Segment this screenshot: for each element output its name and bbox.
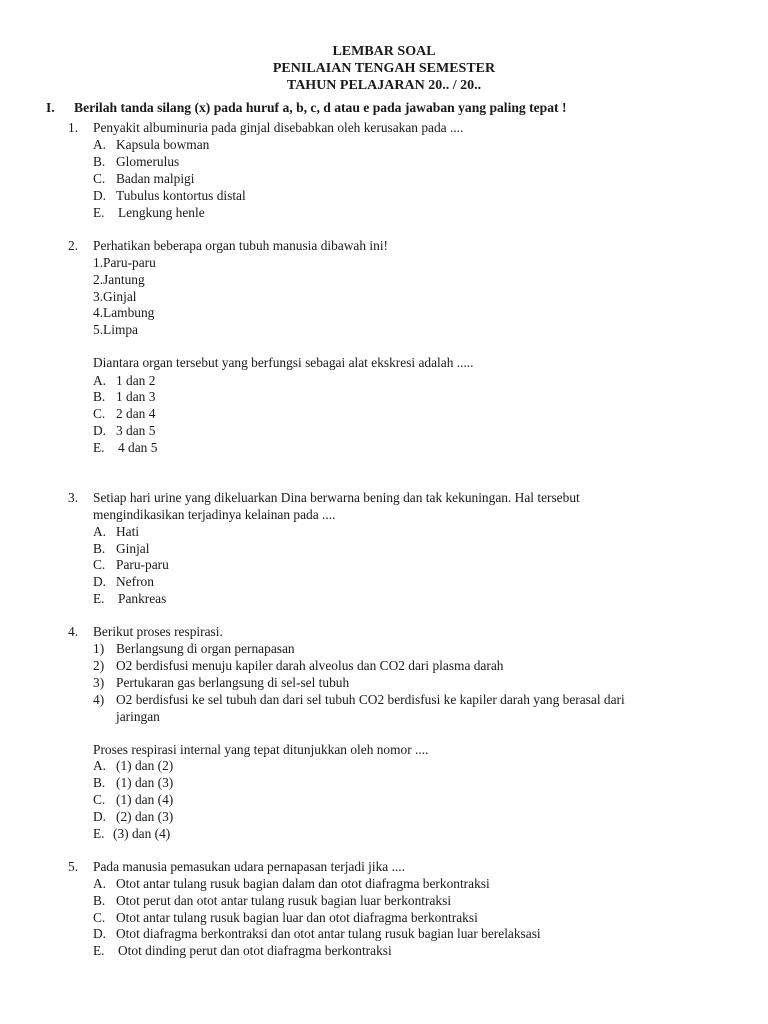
question-number: 4.: [68, 624, 79, 639]
option-letter: D.: [93, 188, 107, 203]
option-letter: A.: [93, 137, 107, 152]
process-text: Pertukaran gas berlangsung di sel-sel tubuh: [116, 675, 350, 690]
question-prompt: Proses respirasi internal yang tepat ditunjukkan oleh nomor ....: [93, 742, 429, 757]
option-letter: E.: [93, 440, 105, 455]
option-text: (3) dan (4): [113, 826, 171, 841]
process-number: 4): [93, 692, 105, 707]
option-letter: C.: [93, 406, 106, 421]
option-text: Otot perut dan otot antar tulang rusuk bagian luar berkontraksi: [116, 893, 452, 908]
option-text: Badan malpigi: [116, 171, 195, 186]
option-text: (1) dan (2): [116, 758, 174, 773]
option-text: Ginjal: [116, 541, 150, 556]
question-text: Penyakit albuminuria pada ginjal disebabkan oleh kerusakan pada ....: [93, 120, 464, 135]
question-number: 3.: [68, 490, 79, 505]
option-text: Paru-paru: [116, 557, 169, 572]
option-letter: C.: [93, 171, 106, 186]
option-text: Otot antar tulang rusuk bagian dalam dan otot diafragma berkontraksi: [116, 876, 490, 891]
process-text-continued: jaringan: [116, 709, 160, 724]
question-text: Setiap hari urine yang dikeluarkan Dina berwarna bening dan tak kekuningan. Hal tersebut: [93, 490, 580, 505]
option-text: Pankreas: [118, 591, 167, 606]
process-number: 3): [93, 675, 105, 690]
option-text: Kapsula bowman: [116, 137, 210, 152]
process-number: 2): [93, 658, 105, 673]
option-letter: A.: [93, 524, 107, 539]
exam-name: PENILAIAN TENGAH SEMESTER: [272, 61, 496, 76]
document-title: LEMBAR SOAL: [332, 44, 436, 59]
option-text: 4 dan 5: [118, 440, 158, 455]
academic-year: TAHUN PELAJARAN 20.. / 20..: [286, 78, 482, 93]
option-letter: B.: [93, 775, 106, 790]
question-text: Perhatikan beberapa organ tubuh manusia dibawah ini!: [93, 238, 388, 253]
question-text-continued: mengindikasikan terjadinya kelainan pada ....: [93, 507, 336, 522]
organ-list-item: 2.Jantung: [93, 272, 145, 287]
option-letter: A.: [93, 373, 107, 388]
option-letter: D.: [93, 809, 107, 824]
process-number: 1): [93, 641, 105, 656]
instruction-text: Berilah tanda silang (x) pada huruf a, b, c, d atau e pada jawaban yang paling tepat !: [74, 100, 567, 115]
option-letter: D.: [93, 926, 107, 941]
option-letter: A.: [93, 876, 107, 891]
option-text: (1) dan (3): [116, 775, 174, 790]
option-letter: E.: [93, 943, 105, 958]
option-letter: B.: [93, 893, 106, 908]
question-number: 5.: [68, 859, 79, 874]
question-text: Pada manusia pemasukan udara pernapasan terjadi jika ....: [93, 859, 405, 874]
option-text: 2 dan 4: [116, 406, 156, 421]
option-text: 1 dan 2: [116, 373, 156, 388]
option-text: 3 dan 5: [116, 423, 156, 438]
option-text: Otot antar tulang rusuk bagian luar dan otot diafragma berkontraksi: [116, 910, 478, 925]
option-letter: B.: [93, 154, 106, 169]
option-text: Glomerulus: [116, 154, 180, 169]
option-letter: B.: [93, 541, 106, 556]
option-text: Otot diafragma berkontraksi dan otot antar tulang rusuk bagian luar berelaksasi: [116, 926, 541, 941]
process-text: Berlangsung di organ pernapasan: [116, 641, 295, 656]
option-text: (1) dan (4): [116, 792, 174, 807]
option-letter: C.: [93, 557, 106, 572]
option-letter: E.: [93, 826, 105, 841]
option-text: (2) dan (3): [116, 809, 174, 824]
option-text: 1 dan 3: [116, 389, 156, 404]
option-letter: E.: [93, 591, 105, 606]
process-text: O2 berdisfusi menuju kapiler darah alveolus dan CO2 dari plasma darah: [116, 658, 504, 673]
option-text: Tubulus kontortus distal: [116, 188, 246, 203]
question-number: 1.: [68, 120, 79, 135]
option-letter: A.: [93, 758, 107, 773]
option-letter: D.: [93, 574, 107, 589]
option-letter: B.: [93, 389, 106, 404]
organ-list-item: 5.Limpa: [93, 322, 138, 337]
option-letter: D.: [93, 423, 107, 438]
question-text: Berikut proses respirasi.: [93, 624, 223, 639]
section-instruction: [46, 100, 566, 116]
process-text: O2 berdisfusi ke sel tubuh dan dari sel tubuh CO2 berdisfusi ke kapiler darah yang berasal dari: [116, 692, 625, 707]
organ-list-item: 4.Lambung: [93, 305, 155, 320]
option-text: Hati: [116, 524, 140, 539]
option-text: Otot dinding perut dan otot diafragma berkontraksi: [118, 943, 392, 958]
section-number: I.: [46, 100, 55, 115]
question-number: 2.: [68, 238, 79, 253]
question-prompt: Diantara organ tersebut yang berfungsi sebagai alat ekskresi adalah .....: [93, 355, 474, 370]
option-text: Nefron: [116, 574, 154, 589]
option-letter: E.: [93, 205, 105, 220]
organ-list-item: 3.Ginjal: [93, 289, 137, 304]
option-text: Lengkung henle: [118, 205, 205, 220]
option-letter: C.: [93, 792, 106, 807]
option-letter: C.: [93, 910, 106, 925]
organ-list-item: 1.Paru-paru: [93, 255, 156, 270]
